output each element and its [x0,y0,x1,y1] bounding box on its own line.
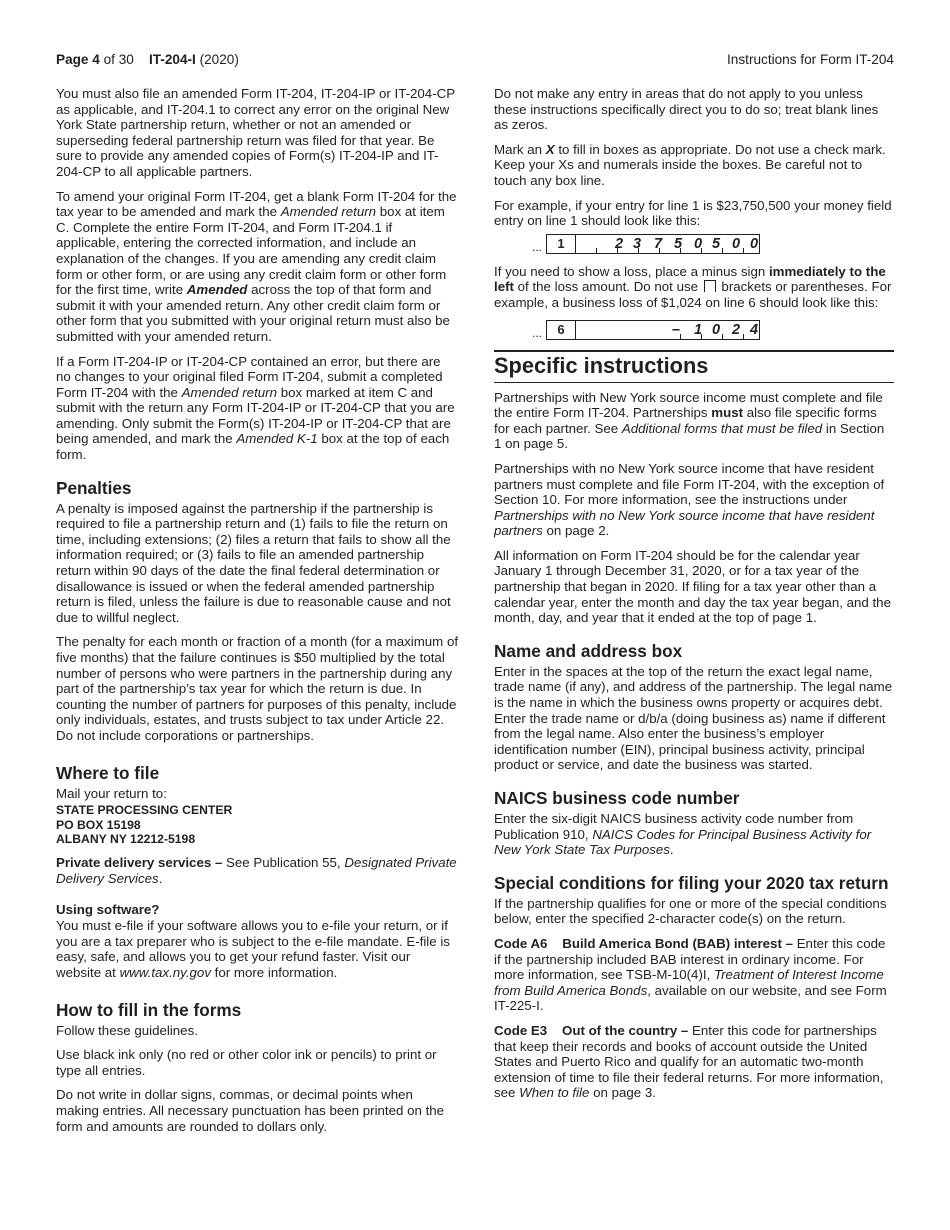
example-digits [575,321,759,339]
how-to-fill-paragraph-2: Use black ink only (no red or other color ink or pencils) to print or type all entries. [56,1047,437,1078]
special-conditions-heading: Special conditions for filing your 2020 tax return [494,872,889,893]
address-line: STATE PROCESSING CENTER [56,803,233,818]
private-delivery-paragraph: Private delivery services – See Publication 55, Designated Private Delivery Services. [56,855,457,886]
naics-paragraph: Enter the six-digit NAICS business activity code number from Publication 910, NAICS Codes for Principal Business Activity for New York State Tax Purposes. [494,811,872,858]
where-to-file-mail: Mail your return to: [56,785,167,801]
page-header-title: Instructions for Form IT-204 [727,52,894,67]
naics-heading: NAICS business code number [494,788,740,808]
how-to-fill-heading: How to fill in the forms [56,999,242,1020]
how-to-fill-paragraph-1: Follow these guidelines. [56,1022,198,1038]
example-digit: 2 [614,235,624,252]
example-dots: ... [532,325,543,340]
mailing-address [56,803,459,846]
using-software-heading: Using software? [56,901,160,917]
money-field-example-line-6 [494,320,894,342]
where-to-file-heading: Where to file [56,762,160,783]
example-digit: 4 [749,321,759,338]
amend-paragraph-1: You must also file an amended Form IT-204, IT-204-IP or IT-204-CP as applicable, and IT-204.1 to correct any error on the original New York State partnership return, whether or not an amended or superseding federal partnership return was filed for that year. Be sure to provide any amended copies of Form(s) IT-204-IP and IT-204-CP to all applicable partners. [56,86,455,179]
example-digit: 0 [731,235,741,252]
loss-paragraph: If you need to show a loss, place a minus sign immediately to the left of the loss amount. Do not use brackets or parentheses. For example, a business loss of $1,024 on line 6 should look like this: [494,263,892,310]
mark-x-paragraph: Mark an X to fill in boxes as appropriate. Do not use a check mark. Keep your Xs and numerals inside the boxes. Be careful not to touch any box line. [494,141,886,188]
example-digit: 5 [711,235,721,252]
left-column [56,86,459,1143]
bracket-icon [704,280,716,292]
specific-instructions-header [494,350,894,383]
page-of: of 30 [103,52,134,67]
penalties-paragraph-1: A penalty is imposed against the partnership if the partnership is required to file a partnership return and (1) fails to file the return on time, including extensions; (2) files a return that fails to show all the information required; or (3) fails to file an amended partnership return within 90 days of the date the final federal determination or disallowance is issued or when the federal amended partnership return is filed, unless the failure is due to reasonable cause and not due to willful neglect. [56,500,451,625]
name-address-heading: Name and address box [494,640,683,661]
money-field-example-line-1 [494,234,894,256]
example-dots: ... [532,239,543,254]
example-digit: 7 [653,235,663,252]
specific-paragraph-1: Partnerships with New York source income must complete and file the entire Form IT-204. Partnerships must also file specific forms for each partner. See Additional forms that must be filed in Section 1 on page 5. [494,389,885,452]
form-year: (2020) [199,52,239,67]
amend-paragraph-3: If a Form IT-204-IP or IT-204-CP contained an error, but there are no changes to your original filed Form IT-204, submit a completed Form IT-204 with the Amended return box marked at item C and submit with the return any Form IT-204-IP or IT-204-CP that you are amending. Only submit the Form(s) IT-204-IP or IT-204-CP that are being amended, and mark the Amended K-1 box at the top of each form. [56,353,455,463]
example-digit: 0 [749,235,759,252]
page-header-left [56,52,239,67]
code-e3-paragraph: Code E3 Out of the country – Enter this code for partnerships that keep their records and books of account outside the United States and Puerto Rico and qualify for an automatic two-month extension of time to file their federal returns. For more information, see When to file on page 3. [494,1022,884,1101]
example-digit: 1 [693,321,703,338]
page-header [56,52,894,72]
penalties-heading: Penalties [56,477,132,498]
example-digit: 3 [632,235,642,252]
amend-paragraph-2: To amend your original Form IT-204, get a blank Form IT-204 for the tax year to be amended and mark the Amended return box at item C. Complete the entire Form IT-204, and Form IT-204.1 if applicable, entering the corrected information, and include an explanation of the changes. If you are amending any credit claim form or other form, or are using any credit claim form or other form for the first time, write Amended across the top of that form and submit it with your amended return. Any other credit claim form or other form that you submitted with your original return must also be submitted with your amended return. [56,188,457,344]
using-software-paragraph: You must e-file if your software allows you to e-file your return, or if you are a tax preparer who is subject to the e-file mandate. E-file is easy, safe, and allows you to get your refund faster. Visit our website at www.tax.ny.gov for more information. [56,918,450,980]
example-line1-paragraph: For example, if your entry for line 1 is $23,750,500 your money field entry on line 1 should look like this: [494,197,892,229]
specific-paragraph-3: All information on Form IT-204 should be for the calendar year January 1 through December 31, 2020, or for a tax year of the partnership that began in 2020. If filing for a tax year other than a calendar year, enter the month and day the tax year began, and the month, day, and year that it ended at the top of page 1. [494,547,891,626]
example-digit: 0 [711,321,721,338]
code-a6-paragraph: Code A6 Build America Bond (BAB) interest – Enter this code if the partnership included BAB interest in ordinary income. For more information, see TSB-M-10(4)I, Treatment of Interest Income from Build America Bonds, available on our website, and see Form IT-225-I. [494,935,887,1014]
example-digit: 0 [693,235,703,252]
special-conditions-paragraph: If the partnership qualifies for one or more of the special conditions below, enter the specified 2-character code(s) on the return. [494,895,887,927]
example-digit: 2 [731,321,741,338]
address-line: ALBANY NY 12212-5198 [56,831,196,846]
specific-paragraph-2: Partnerships with no New York source income that have resident partners must complete and file Form IT-204, with the exception of Section 10. For more information, see the instructions under Partnerships with no New York source income that have resident partners on page 2. [494,460,885,539]
name-address-paragraph: Enter in the spaces at the top of the return the exact legal name, trade name (if any), and address of the partnership. The legal name is the name in which the business owns property or acquires debt. Enter the trade name or d/b/a (doing business as) name if different from the legal name. Also enter the business’s employer identification number (EIN), principal business activity, principal product or service, and date the business was started. [494,663,893,773]
example-digits [575,235,759,253]
form-id: IT-204-I [148,52,196,67]
example-digit: 5 [673,235,683,252]
right-column [494,86,894,1110]
page-number: 4 [92,52,100,67]
example-digit: – [671,321,681,338]
specific-instructions-heading: Specific instructions [494,352,709,378]
example-line-number: 1 [547,235,576,253]
example-line-number: 6 [547,321,576,339]
page-label: Page [56,52,89,67]
address-line: PO BOX 15198 [56,817,141,832]
example-entry-box [546,320,760,340]
website-link: www.tax.ny.gov [119,964,211,980]
example-entry-box [546,234,760,254]
penalties-paragraph-2: The penalty for each month or fraction of a month (for a maximum of five months) that the failure continues is $50 multiplied by the total number of persons who were partners in the partnership during any part of the partnership’s tax year for which the return is due. In counting the number of partners for purposes of this penalty, include only individuals, estates, and trusts subject to tax under Article 22. Do not include corporations or partnerships. [56,634,459,743]
how-to-fill-paragraph-3: Do not write in dollar signs, commas, or decimal points when making entries. All necessary punctuation has been printed on the form and amounts are rounded to dollars only. [56,1087,445,1134]
no-entry-paragraph: Do not make any entry in areas that do not apply to you unless these instructions specifically direct you to do so; treat blank lines as zeros. [494,86,879,133]
